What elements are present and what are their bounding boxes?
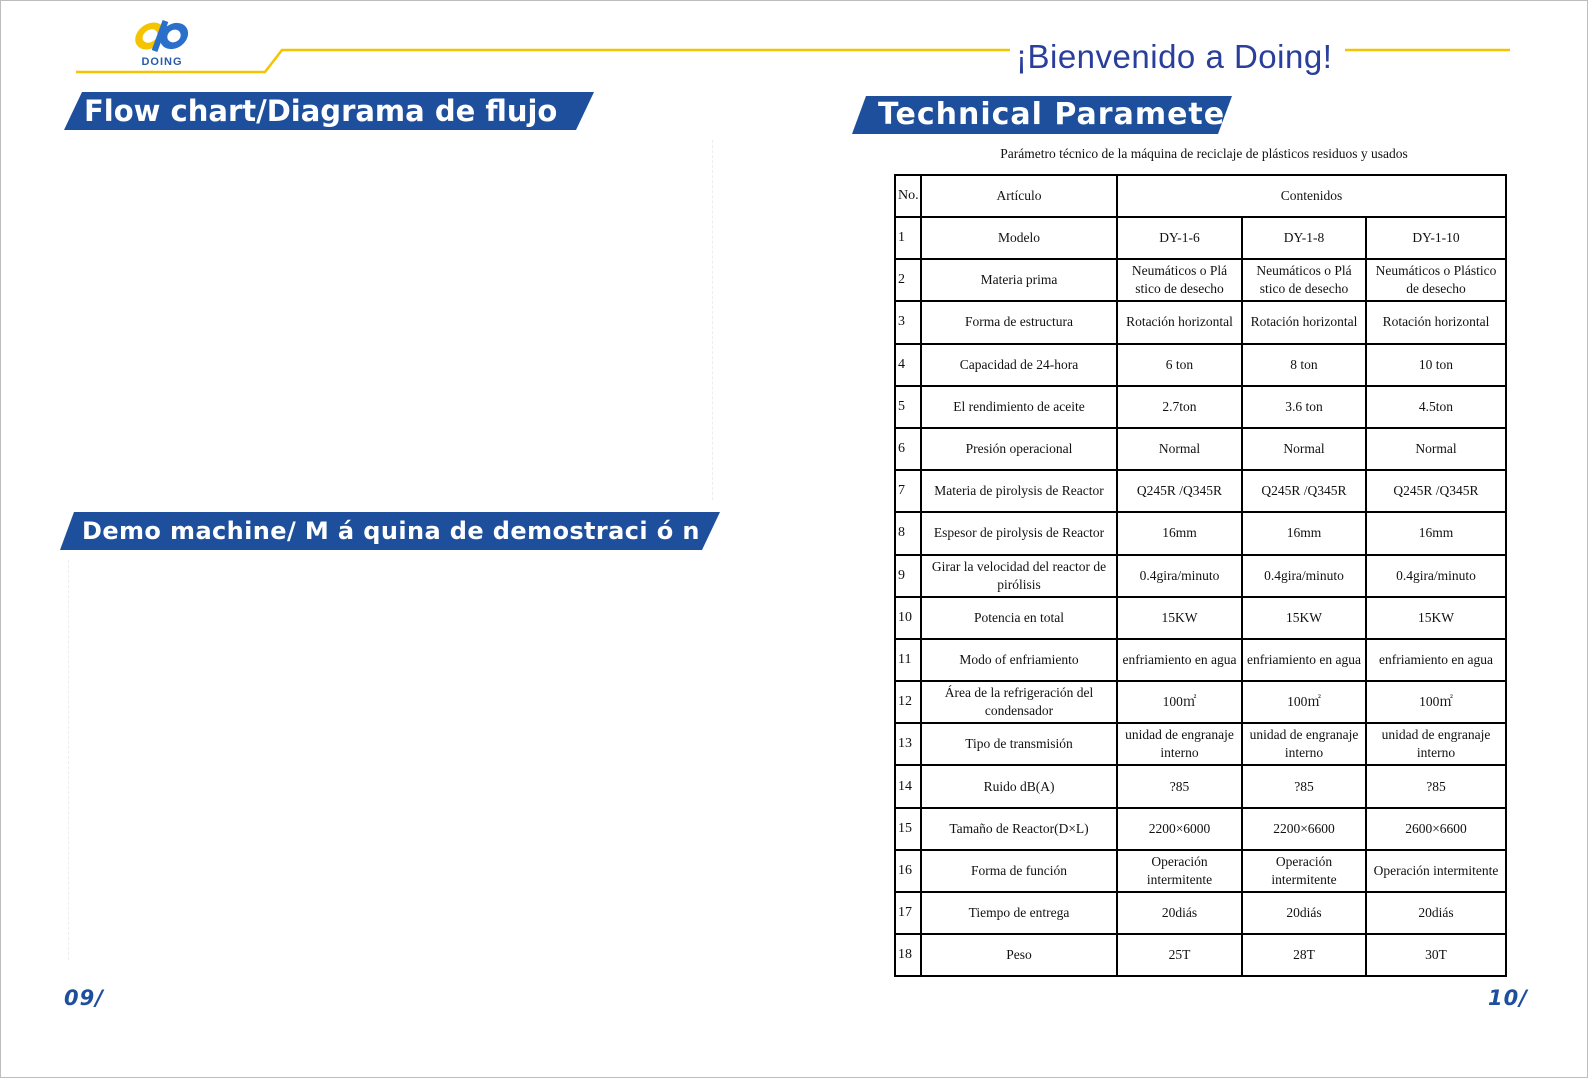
table-header-row [895,175,1506,217]
cell-model-3: Neumáticos o Plástico de desecho [1366,259,1506,301]
row-item: Modo of enfriamiento [921,639,1117,681]
cell-model-3: 20diás [1366,892,1506,934]
cell-model-2: 2200×6600 [1242,808,1366,850]
cell-model-3: unidad de engranaje interno [1366,723,1506,765]
row-item: Materia de pirolysis de Reactor [921,470,1117,512]
table-row [895,301,1506,343]
page-number-right: 10/ [1488,986,1528,1010]
table-row [895,259,1506,301]
row-item: Tamaño de Reactor(D×L) [921,808,1117,850]
row-number: 16 [895,850,921,892]
cell-model-1: 6 ton [1117,344,1242,386]
table-row [895,470,1506,512]
cell-model-2: 28T [1242,934,1366,976]
cell-model-2: 15KW [1242,597,1366,639]
page-number-left: 09/ [64,986,104,1010]
cell-model-1: 2200×6000 [1117,808,1242,850]
cell-model-3: ?85 [1366,765,1506,807]
cell-model-3: enfriamiento en agua [1366,639,1506,681]
row-number: 11 [895,639,921,681]
cell-model-3: 10 ton [1366,344,1506,386]
row-number: 4 [895,344,921,386]
divider [712,140,713,500]
cell-model-1: 15KW [1117,597,1242,639]
header-no: No. [895,175,921,217]
cell-model-3: Operación intermitente [1366,850,1506,892]
cell-model-1: Normal [1117,428,1242,470]
table-row [895,512,1506,554]
table-row [895,681,1506,723]
row-number: 10 [895,597,921,639]
row-number: 2 [895,259,921,301]
cell-model-3: 100㎡ [1366,681,1506,723]
table-row [895,386,1506,428]
row-item: Tipo de transmisión [921,723,1117,765]
header-contents: Contenidos [1117,175,1506,217]
cell-model-3: Q245R /Q345R [1366,470,1506,512]
table-row [895,428,1506,470]
cell-model-2: ?85 [1242,765,1366,807]
row-number: 6 [895,428,921,470]
cell-model-3: 30T [1366,934,1506,976]
table-row [895,934,1506,976]
row-number: 8 [895,512,921,554]
row-number: 5 [895,386,921,428]
row-item: Materia prima [921,259,1117,301]
cell-model-2: 16mm [1242,512,1366,554]
cell-model-3: 15KW [1366,597,1506,639]
cell-model-2: 0.4gira/minuto [1242,555,1366,597]
table-row [895,217,1506,259]
row-number: 15 [895,808,921,850]
cell-model-1: 25T [1117,934,1242,976]
row-item: Área de la refrigeración del condensador [921,681,1117,723]
cell-model-1: Rotación horizontal [1117,301,1242,343]
row-number: 14 [895,765,921,807]
cell-model-1: Q245R /Q345R [1117,470,1242,512]
cell-model-2: 3.6 ton [1242,386,1366,428]
table-row [895,808,1506,850]
table-row [895,597,1506,639]
table-row [895,344,1506,386]
table-row [895,765,1506,807]
technical-title: Technical Parameter [878,97,1241,132]
demo-banner [60,512,720,550]
flow-chart-banner [64,92,594,130]
divider [68,560,69,960]
row-number: 7 [895,470,921,512]
technical-parameter-table [894,174,1507,977]
cell-model-2: Normal [1242,428,1366,470]
cell-model-2: enfriamiento en agua [1242,639,1366,681]
row-number: 18 [895,934,921,976]
cell-model-1: 20diás [1117,892,1242,934]
cell-model-3: Normal [1366,428,1506,470]
cell-model-2: unidad de engranaje interno [1242,723,1366,765]
cell-model-2: Q245R /Q345R [1242,470,1366,512]
cell-model-1: unidad de engranaje interno [1117,723,1242,765]
cell-model-3: 16mm [1366,512,1506,554]
row-number: 17 [895,892,921,934]
cell-model-1: 100㎡ [1117,681,1242,723]
cell-model-3: 2600×6600 [1366,808,1506,850]
header-item: Artículo [921,175,1117,217]
flow-chart-title: Flow chart/Diagrama de flujo [84,94,558,128]
cell-model-1: enfriamiento en agua [1117,639,1242,681]
cell-model-3: 0.4gira/minuto [1366,555,1506,597]
row-item: Peso [921,934,1117,976]
cell-model-2: DY-1-8 [1242,217,1366,259]
logo-text: DOING [141,56,183,68]
row-item: Presión operacional [921,428,1117,470]
table-row [895,639,1506,681]
table-row [895,892,1506,934]
cell-model-1: ?85 [1117,765,1242,807]
cell-model-3: 4.5ton [1366,386,1506,428]
row-item: Capacidad de 24-hora [921,344,1117,386]
cell-model-2: 8 ton [1242,344,1366,386]
demo-title: Demo machine/ M á quina de demostraci ó n [82,517,700,545]
cell-model-3: Rotación horizontal [1366,301,1506,343]
row-number: 9 [895,555,921,597]
row-number: 13 [895,723,921,765]
cell-model-2: 100㎡ [1242,681,1366,723]
table-row [895,850,1506,892]
row-item: Girar la velocidad del reactor de pirólisis [921,555,1117,597]
cell-model-2: 20diás [1242,892,1366,934]
cell-model-3: DY-1-10 [1366,217,1506,259]
row-number: 12 [895,681,921,723]
header-rule [0,0,1588,90]
row-item: Forma de función [921,850,1117,892]
cell-model-1: 16mm [1117,512,1242,554]
cell-model-1: 0.4gira/minuto [1117,555,1242,597]
cell-model-1: 2.7ton [1117,386,1242,428]
table-row [895,555,1506,597]
row-item: Forma de estructura [921,301,1117,343]
table-row [895,723,1506,765]
row-item: Potencia en total [921,597,1117,639]
row-item: Modelo [921,217,1117,259]
cell-model-2: Neumáticos o Plá stico de desecho [1242,259,1366,301]
row-item: Tiempo de entrega [921,892,1117,934]
cell-model-2: Operación intermitente [1242,850,1366,892]
welcome-heading: ¡Bienvenido a Doing! [1016,38,1333,75]
cell-model-2: Rotación horizontal [1242,301,1366,343]
row-number: 1 [895,217,921,259]
cell-model-1: DY-1-6 [1117,217,1242,259]
cell-model-1: Neumáticos o Plá stico de desecho [1117,259,1242,301]
technical-banner [852,96,1241,134]
row-number: 3 [895,301,921,343]
row-item: Ruido dB(A) [921,765,1117,807]
row-item: Espesor de pirolysis de Reactor [921,512,1117,554]
cell-model-1: Operación intermitente [1117,850,1242,892]
row-item: El rendimiento de aceite [921,386,1117,428]
table-caption: Parámetro técnico de la máquina de reciclaje de plásticos residuos y usados [1000,146,1408,161]
